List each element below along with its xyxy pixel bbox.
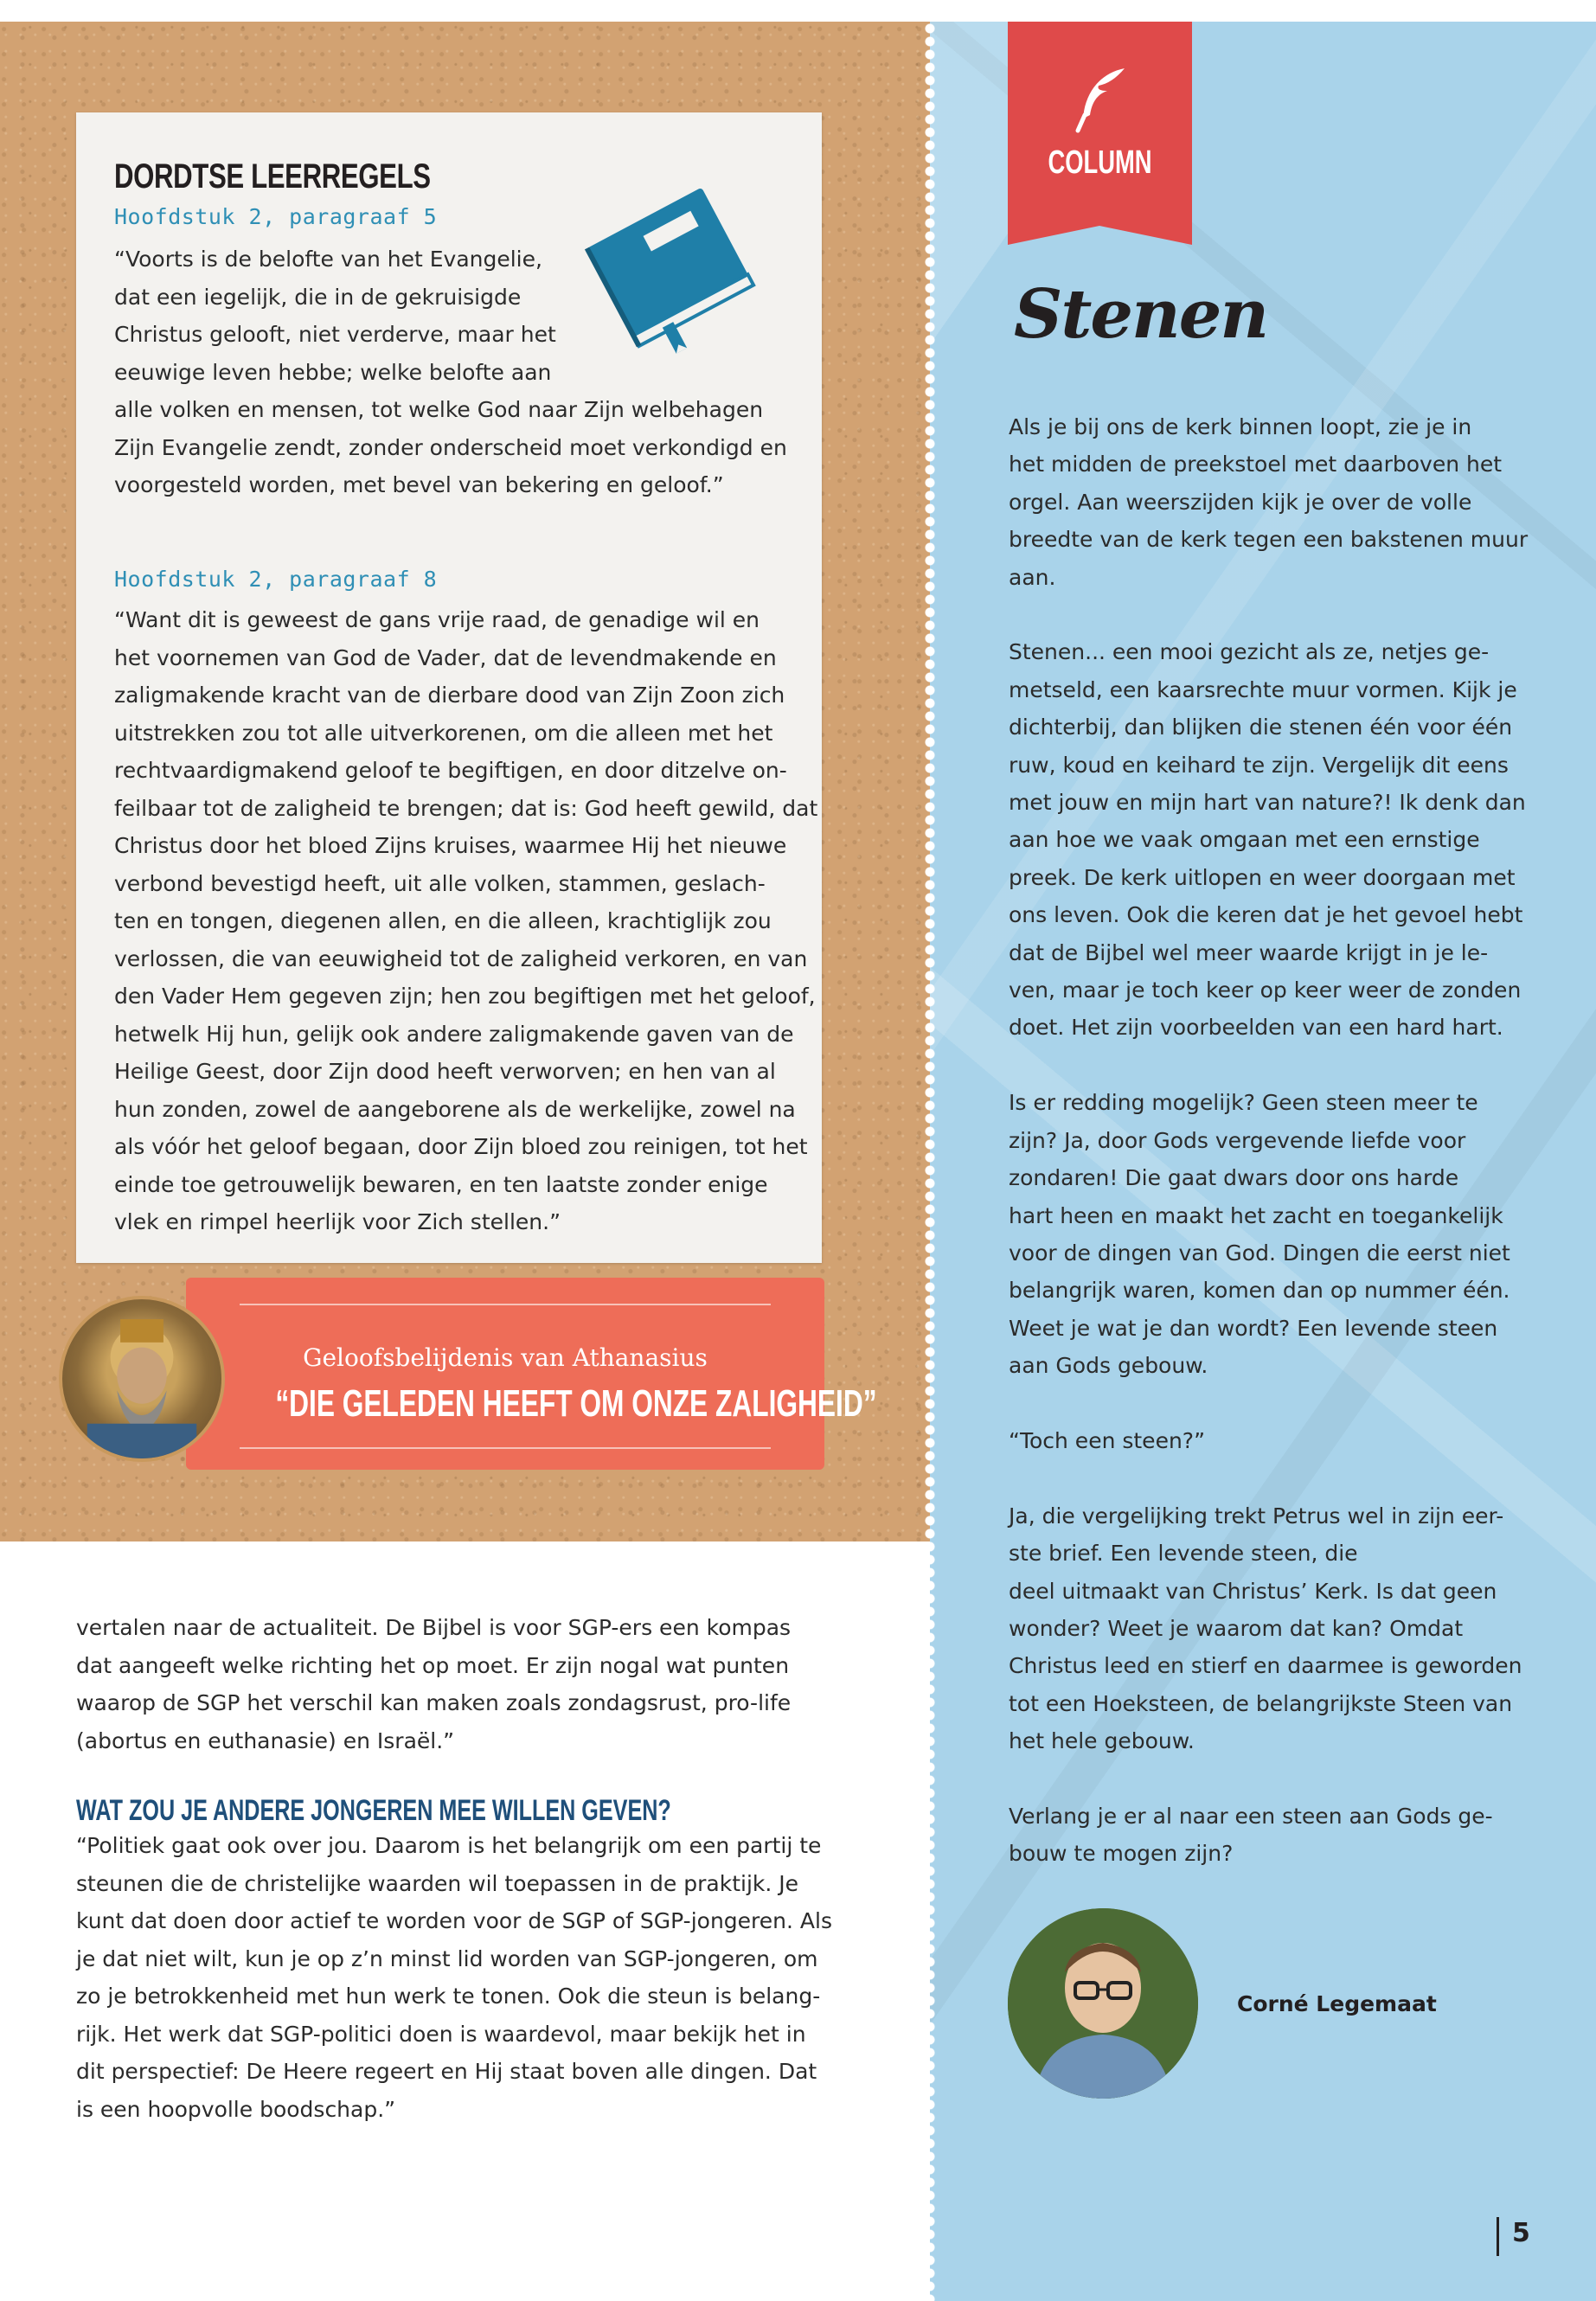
article-line: dat aangeeft welke richting het op moet. Er zijn nogal wat punten (76, 1652, 790, 1678)
quote-line: Zijn Evangelie zendt, zonder onderscheid moet verkondigd en (114, 434, 787, 460)
author-photo (1008, 1908, 1198, 2099)
quote-line: hetwelk Hij hun, gelijk ook andere zaligmakende gaven van de (114, 1021, 794, 1047)
quote-line: den Vader Hem gegeven zijn; hen zou begiftigen met het geloof, (114, 984, 816, 1009)
quote-line: uitstrekken zou tot alle uitverkorenen, om die alleen met het (114, 720, 773, 746)
article-line: is een hoopvolle boodschap.” (76, 2096, 396, 2122)
banner-title: “DIE GELEDEN HEEFT OM ONZE ZALIGHEID” (275, 1382, 877, 1425)
column-paragraph (1009, 1422, 1528, 1459)
quote-line: eeuwige leven hebbe; welke belofte aan (114, 359, 552, 385)
athanasius-banner (186, 1278, 877, 1470)
article-intro (76, 1609, 791, 1759)
column-line: ste brief. Een levende steen, die (1009, 1541, 1358, 1567)
column-line: metseld, een kaarsrechte muur vormen. Kijk je (1009, 676, 1517, 702)
column-line: voor de dingen van God. Dingen die eerst niet (1009, 1240, 1510, 1266)
column-line: tot een Hoeksteen, de belangrijkste Steen van (1009, 1690, 1513, 1716)
banner-line-top (240, 1304, 771, 1305)
column-line: belangrijk waren, komen dan op nummer één. (1009, 1278, 1510, 1304)
column-paragraph (1009, 408, 1528, 596)
quote-line: alle volken en mensen, tot welke God naar Zijn welbehagen (114, 397, 764, 422)
column-line: aan Gods gebouw. (1009, 1353, 1208, 1379)
page-number-bar (1497, 2217, 1499, 2256)
article-line: steunen die de christelijke waarden wil toepassen in de praktijk. Je (76, 1870, 799, 1896)
column-line: het hele gebouw. (1009, 1728, 1195, 1754)
quill-icon (1073, 65, 1130, 134)
column-line: aan hoe we vaak omgaan met een ernstige (1009, 827, 1480, 853)
dordtse-card (76, 112, 822, 1263)
quote-par8 (114, 601, 817, 1241)
banner-line-bottom (240, 1447, 771, 1449)
column-line: ven, maar je toch keer op keer weer de zonden (1009, 977, 1522, 1003)
quote-line: verlossen, die van eeuwigheid tot de zaligheid verkoren, en van (114, 945, 808, 971)
column-line: dat de Bijbel wel meer waarde krijgt in je le- (1009, 939, 1489, 965)
article-line: waarop de SGP het verschil kan maken zoals zondagsrust, pro-life (76, 1690, 792, 1715)
article-line: zo je betrokkenheid met hun werk te tonen. Ook die steun is belang- (76, 1984, 821, 2009)
article-line: rijk. Het werk dat SGP-politici doen is waardevol, maar bekijk het in (76, 2021, 806, 2047)
article-line: je dat niet wilt, kun je op z’n minst lid worden van SGP-jongeren, om (76, 1945, 818, 1971)
column-line: met jouw en mijn hart van nature?! Ik denk dan (1009, 790, 1526, 816)
quote-line: als vóór het geloof begaan, door Zijn bloed zou reinigen, tot het (114, 1134, 808, 1159)
article-line: kunt dat doen door actief te worden voor de SGP of SGP-jongeren. Als (76, 1908, 832, 1933)
article-body (76, 1827, 832, 2128)
quote-line: Christus gelooft, niet verderve, maar het (114, 322, 556, 347)
column-line: Ja, die vergelijking trekt Petrus wel in zijn eer- (1009, 1503, 1504, 1529)
quote-line: Christus door het bloed Zijns kruises, waarmee Hij het nieuwe (114, 833, 787, 858)
quote-line: hun zonden, zowel de aangeborene als de werkelijke, zowel na (114, 1096, 796, 1122)
column-title: Stenen (1014, 275, 1268, 354)
column-line: het midden de preekstoel met daarboven het (1009, 452, 1503, 478)
author-name: Corné Legemaat (1237, 1991, 1437, 2016)
quote-line: “Want dit is geweest de gans vrije raad, de genadige wil en (114, 607, 760, 632)
column-paragraph (1009, 633, 1528, 1046)
banner-subtitle: Geloofsbelijdenis van Athanasius (303, 1343, 708, 1372)
column-line: aan. (1009, 564, 1056, 590)
section-label-par8: Hoofdstuk 2, paragraaf 8 (114, 567, 438, 592)
quote-line: zaligmakende kracht van de dierbare dood van Zijn Zoon zich (114, 683, 785, 708)
column-line: zijn? Ja, door Gods vergevende liefde voor (1009, 1127, 1466, 1153)
section-label-par5: Hoofdstuk 2, paragraaf 5 (114, 204, 438, 229)
page-number: 5 (1512, 2218, 1530, 2248)
quote-line: “Voorts is de belofte van het Evangelie, (114, 247, 542, 272)
column-paragraph (1009, 1084, 1528, 1384)
column-line: Als je bij ons de kerk binnen loopt, zie je in (1009, 414, 1472, 439)
column-ribbon (1008, 22, 1192, 226)
article-line: “Politiek gaat ook over jou. Daarom is het belangrijk om een partij te (76, 1833, 822, 1858)
article-line: (abortus en euthanasie) en Israël.” (76, 1727, 455, 1753)
column-line: Weet je wat je dan wordt? Een levende steen (1009, 1315, 1498, 1341)
quote-line: dat een iegelijk, die in de gekruisigde (114, 284, 522, 310)
quote-line: verbond bevestigd heeft, uit alle volken, stammen, geslach- (114, 870, 766, 896)
column-line: deel uitmaakt van Christus’ Kerk. Is dat geen (1009, 1578, 1497, 1604)
column-line: hart heen en maakt het zacht en toegankelijk (1009, 1202, 1503, 1228)
column-paragraph (1009, 1497, 1528, 1760)
column-line: ons leven. Ook die keren dat je het gevoel hebt (1009, 902, 1523, 928)
column-line: “Toch een steen?” (1009, 1427, 1206, 1453)
quote-par5 (114, 240, 787, 504)
column-line: Verlang je er al naar een steen aan Gods ge- (1009, 1803, 1493, 1829)
column-line: dichterbij, dan blijken die stenen één voor één (1009, 715, 1513, 740)
column-line: preek. De kerk uitlopen en weer doorgaan met (1009, 864, 1516, 890)
quote-line: Heilige Geest, door Zijn dood heeft verworven; en hen van al (114, 1059, 776, 1084)
quote-line: voorgesteld worden, met bevel van bekering en geloof.” (114, 472, 724, 497)
column-line: wonder? Weet je waarom dat kan? Omdat (1009, 1615, 1464, 1641)
quote-line: vlek en rimpel heerlijk voor Zich stellen.” (114, 1209, 561, 1234)
article-line: dit perspectief: De Heere regeert en Hij staat boven alle dingen. Dat (76, 2059, 817, 2084)
quote-line: ten en tongen, diegenen allen, en die alleen, krachtiglijk zou (114, 908, 772, 933)
article-heading: WAT ZOU JE ANDERE JONGEREN MEE WILLEN GEVEN? (76, 1794, 671, 1827)
stamp-edge (923, 22, 937, 2301)
quote-line: rechtvaardigmakend geloof te begiftigen, en door ditzelve on- (114, 758, 787, 783)
column-paragraph (1009, 1798, 1528, 1873)
column-line: zondaren! Die gaat dwars door ons harde (1009, 1165, 1459, 1191)
column-line: Is er redding mogelijk? Geen steen meer te (1009, 1090, 1478, 1116)
saint-portrait (59, 1296, 225, 1462)
column-body (1009, 408, 1528, 1910)
column-label: COLUMN (1048, 144, 1152, 181)
column-line: Stenen... een mooi gezicht als ze, netjes ge- (1009, 639, 1490, 665)
column-line: breedte van de kerk tegen een bakstenen muur (1009, 527, 1529, 553)
quote-line: het voornemen van God de Vader, dat de levendmakende en (114, 644, 777, 670)
column-line: doet. Het zijn voorbeelden van een hard hart. (1009, 1015, 1503, 1041)
card-heading: DORDTSE LEERREGELS (114, 157, 431, 195)
quote-line: feilbaar tot de zaligheid te brengen; dat is: God heeft gewild, dat (114, 795, 818, 821)
quote-line: einde toe getrouwelijk bewaren, en ten laatste zonder enige (114, 1171, 768, 1197)
column-line: bouw te mogen zijn? (1009, 1841, 1234, 1867)
article-line: vertalen naar de actualiteit. De Bijbel is voor SGP-ers een kompas (76, 1615, 792, 1640)
column-line: orgel. Aan weerszijden kijk je over de volle (1009, 489, 1472, 515)
column-line: Christus leed en stierf en daarmee is geworden (1009, 1653, 1522, 1679)
column-line: ruw, koud en keihard te zijn. Vergelijk dit eens (1009, 752, 1509, 778)
